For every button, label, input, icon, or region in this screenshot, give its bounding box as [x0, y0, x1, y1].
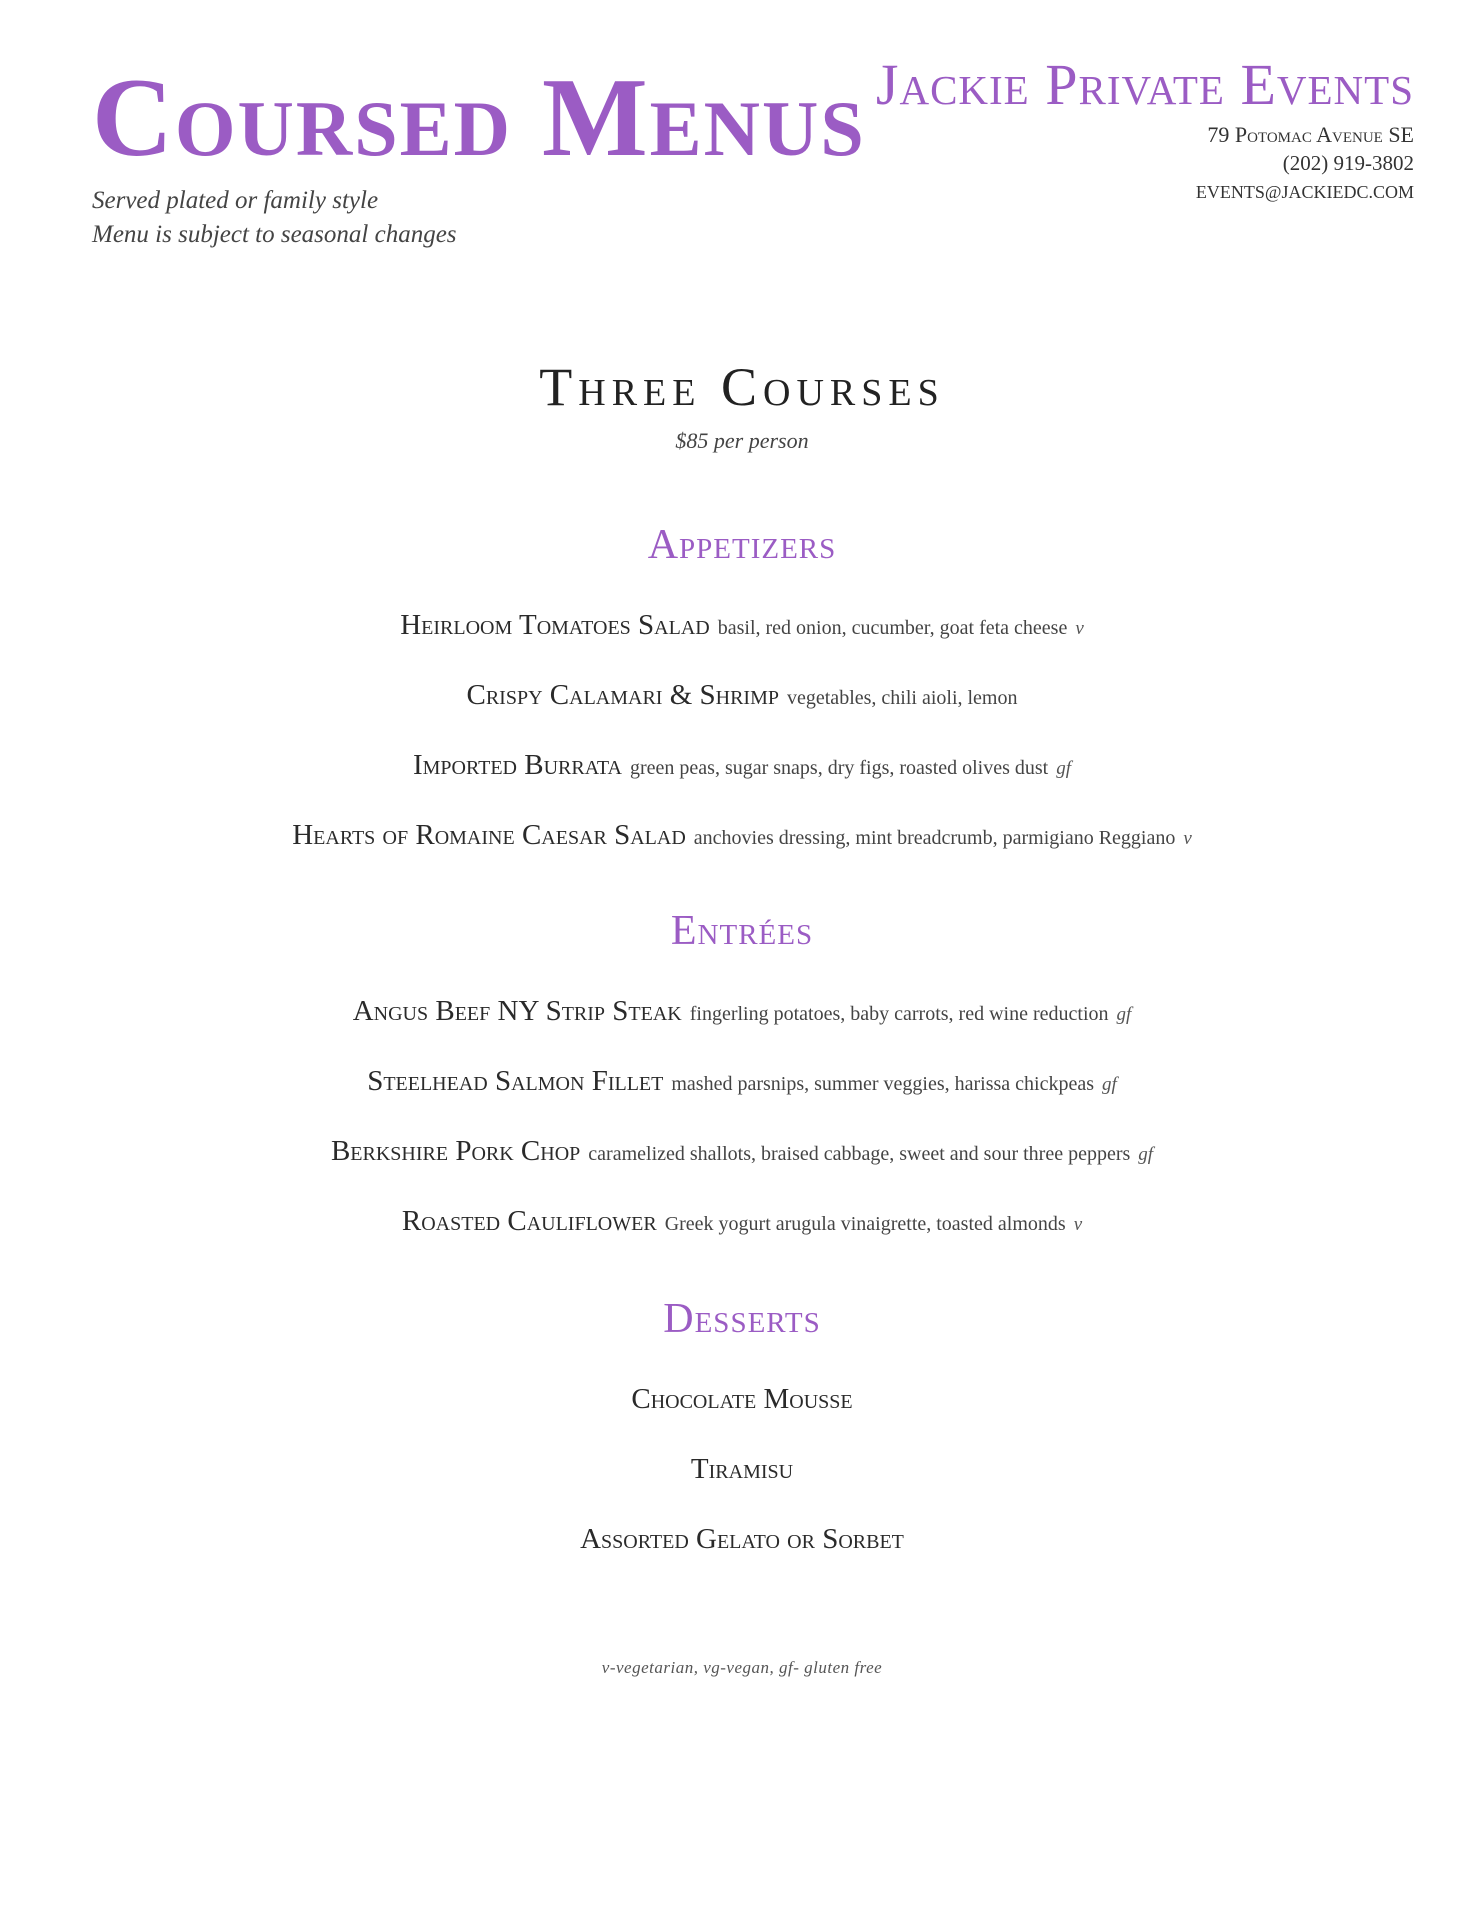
- item-description: green peas, sugar snaps, dry figs, roasted olives dust: [630, 757, 1049, 779]
- menu-item: [0, 976, 1484, 1046]
- dietary-tag: gf: [1116, 1004, 1132, 1025]
- item-description: fingerling potatoes, baby carrots, red wine reduction: [689, 1003, 1109, 1025]
- dietary-legend: v-vegetarian, vg-vegan, gf- gluten free: [601, 1658, 883, 1677]
- menu-item: [0, 1116, 1484, 1186]
- dietary-tag: v: [1075, 618, 1084, 639]
- desserts-list: [0, 1364, 1484, 1574]
- dietary-tag: gf: [1138, 1144, 1154, 1165]
- appetizers-list: [0, 590, 1484, 870]
- menu: [0, 357, 1484, 1678]
- section-title-entrees: Entrées: [670, 908, 814, 954]
- header-left: [92, 56, 866, 252]
- item-name: Roasted Cauliflower: [401, 1205, 657, 1237]
- item-name: Berkshire Pork Chop: [330, 1135, 581, 1167]
- item-description: anchovies dressing, mint breadcrumb, parmigiano Reggiano: [693, 827, 1176, 849]
- menu-item: [0, 1504, 1484, 1574]
- dietary-tag: gf: [1056, 758, 1072, 779]
- section-title-appetizers: Appetizers: [647, 522, 837, 568]
- entrees-list: [0, 976, 1484, 1256]
- menu-item: [0, 800, 1484, 870]
- menu-item: [0, 730, 1484, 800]
- item-name: Chocolate Mousse: [631, 1383, 853, 1415]
- item-name: Hearts of Romaine Caesar Salad: [292, 819, 686, 851]
- item-name: Crispy Calamari & Shrimp: [466, 679, 779, 711]
- price: $85 per person: [675, 428, 809, 453]
- dietary-tag: v: [1073, 1214, 1083, 1235]
- menu-item: [0, 660, 1484, 730]
- dietary-tag: v: [1183, 828, 1192, 849]
- menu-item: [0, 590, 1484, 660]
- section-title-desserts: Desserts: [663, 1296, 821, 1342]
- page-title: Coursed Menus: [92, 56, 866, 180]
- tagline-serving-style: Served plated or family style: [92, 187, 379, 214]
- item-name: Assorted Gelato or Sorbet: [580, 1523, 904, 1555]
- header-right: [875, 52, 1414, 207]
- email-address: EVENTS@JACKIEDC.COM: [1195, 182, 1414, 202]
- item-description: Greek yogurt arugula vinaigrette, toasted almonds: [664, 1213, 1066, 1235]
- item-name: Imported Burrata: [412, 749, 622, 781]
- item-name: Steelhead Salmon Fillet: [367, 1065, 664, 1097]
- menu-item: [0, 1364, 1484, 1434]
- dietary-tag: gf: [1102, 1074, 1117, 1095]
- item-description: caramelized shallots, braised cabbage, sweet and sour three peppers: [588, 1143, 1131, 1165]
- item-description: vegetables, chili aioli, lemon: [787, 687, 1018, 709]
- brand-name: Jackie Private Events: [875, 52, 1414, 117]
- item-description: mashed parsnips, summer veggies, harissa chickpeas: [671, 1073, 1095, 1095]
- address: 79 Potomac Avenue SE: [1207, 122, 1414, 147]
- menu-item: [0, 1434, 1484, 1504]
- phone-number: (202) 919-3802: [1282, 151, 1414, 175]
- item-name: Angus Beef NY Strip Steak: [352, 995, 682, 1027]
- course-title: Three Courses: [539, 357, 945, 417]
- item-name: Heirloom Tomatoes Salad: [400, 609, 710, 641]
- menu-item: [0, 1046, 1484, 1116]
- item-name: Tiramisu: [690, 1453, 794, 1485]
- tagline-seasonal-note: Menu is subject to seasonal changes: [92, 221, 457, 248]
- item-description: basil, red onion, cucumber, goat feta cheese: [717, 617, 1068, 639]
- menu-item: [0, 1186, 1484, 1256]
